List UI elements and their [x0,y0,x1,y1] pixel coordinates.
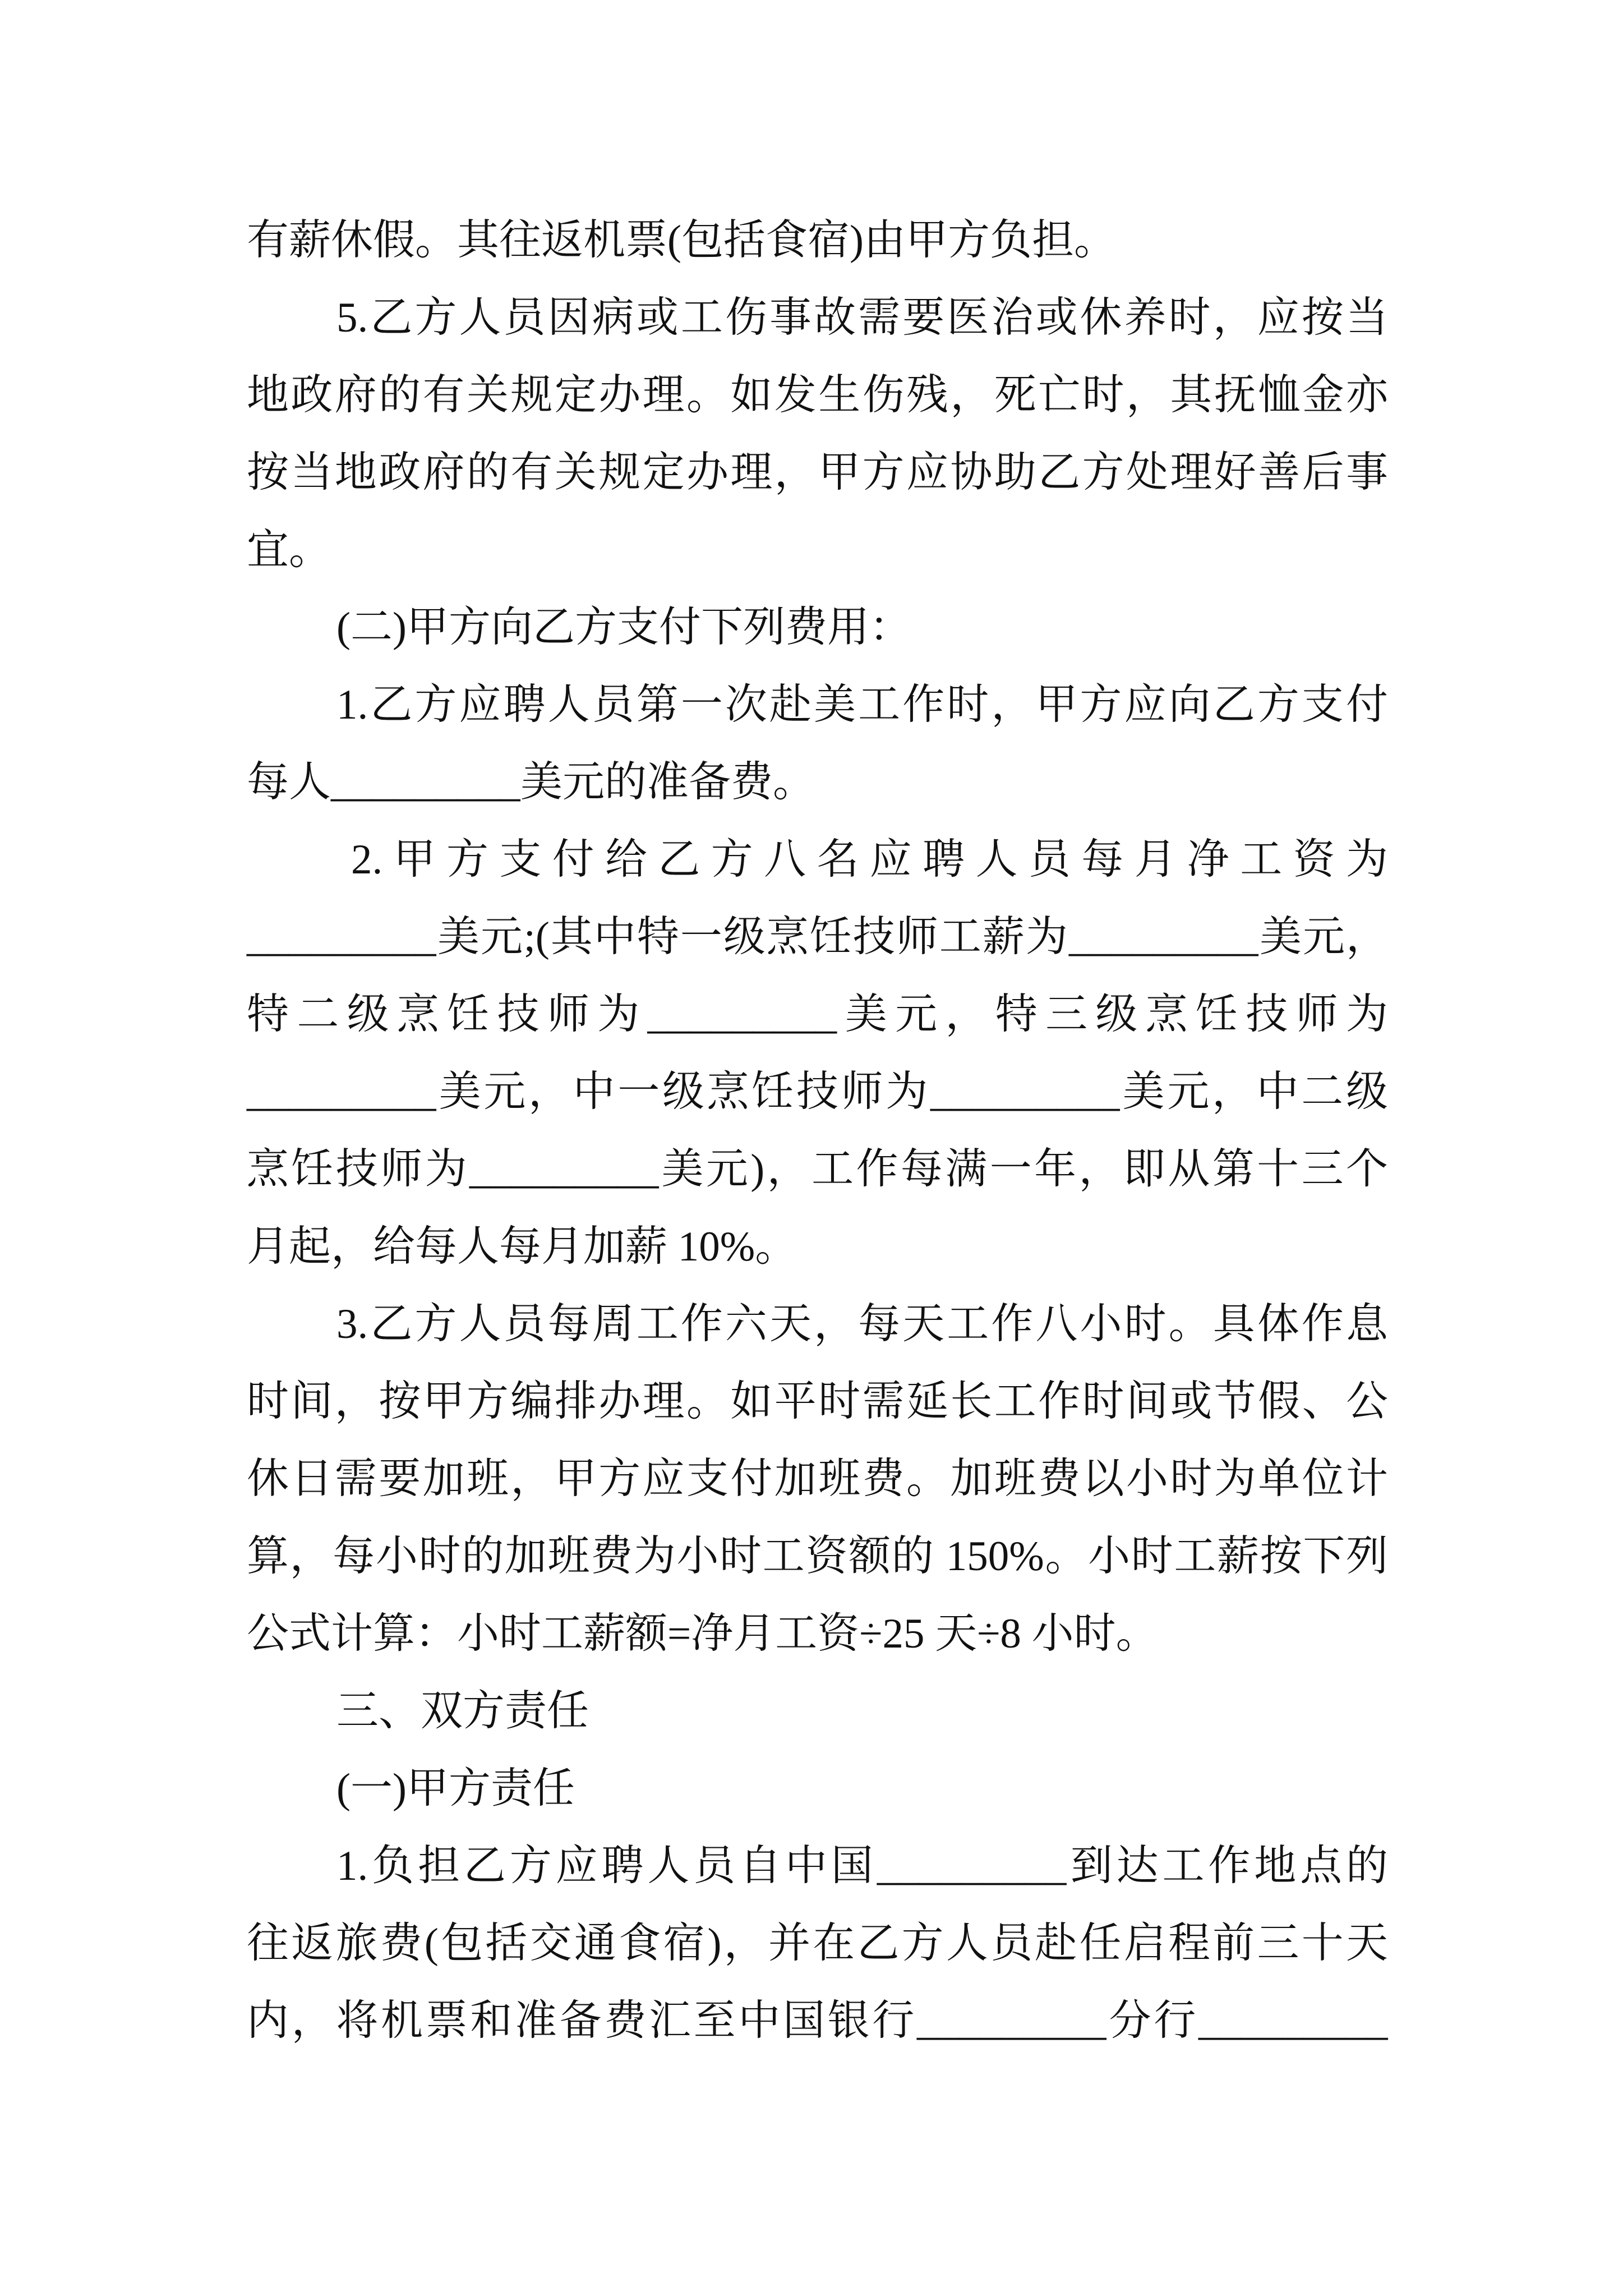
text-line: 5.乙方人员因病或工伤事故需要医治或休养时，应按当 [336,295,1388,341]
fill-in-blank: _________ [247,1069,436,1115]
fill-in-blank: _________ [469,1146,659,1193]
heading-line: 三、双方责任 [336,1688,589,1734]
clause-1-travel-expenses [247,1828,1388,2060]
clause-5-medical-care [247,279,1388,589]
fill-in-blank: _________ [331,759,520,806]
fill-in-blank: _________ [930,1069,1120,1115]
text-line: 内，将机票和准备费汇至中国银行_________分行_________ [247,1982,1388,2060]
text-line: 地政府的有关规定办理。如发生伤残，死亡时，其抚恤金亦 [247,372,1388,418]
document-body [247,202,1388,2060]
fill-in-blank: _________ [247,914,436,960]
text-line: _________美元，中一级烹饪技师为_________美元，中二级 [247,1053,1388,1131]
subsection-heading-party-a [247,1750,1388,1828]
heading-line: (二)甲方向乙方支付下列费用： [336,604,911,651]
text-line: 宜。 [247,527,331,573]
text-line: 1.乙方应聘人员第一次赴美工作时，甲方应向乙方支付 [336,682,1388,728]
text-line: 特二级烹饪技师为_________美元，特三级烹饪技师为 [247,976,1388,1053]
text-line: 2.甲方支付给乙方八名应聘人员每月净工资为 [351,836,1388,883]
fill-in-blank: _________ [647,991,837,1038]
text-line: 月起，给每人每月加薪 10%。 [247,1223,797,1270]
fill-in-blank: _________ [916,1998,1106,2044]
text-line: 1.负担乙方应聘人员自中国_________到达工作地点的 [247,1828,1388,1905]
continued-paragraph [247,202,1388,279]
text-line: 公式计算：小时工薪额=净月工资÷25 天÷8 小时。 [247,1611,1158,1657]
text-line: 烹饪技师为_________美元)，工作每满一年，即从第十三个 [247,1131,1388,1208]
heading-line: (一)甲方责任 [336,1765,575,1812]
clause-1-preparation-fee [247,666,1388,821]
text-line: 按当地政府的有关规定办理，甲方应协助乙方处理好善后事 [247,449,1388,496]
text-line: 每人_________美元的准备费。 [247,744,1388,821]
section-heading-responsibilities [247,1673,1388,1750]
text-line: _________美元;(其中特一级烹饪技师工薪为_________美元， [247,899,1388,976]
text-line: 算，每小时的加班费为小时工资额的 150%。小时工薪按下列 [247,1533,1388,1580]
clause-2-salary [247,821,1388,1286]
text-line: 休日需要加班，甲方应支付加班费。加班费以小时为单位计 [247,1456,1388,1502]
section-heading-payments [247,589,1388,666]
fill-in-blank: _________ [877,1843,1067,1889]
text-line: 往返旅费(包括交通食宿)，并在乙方人员赴任启程前三十天 [247,1920,1388,1967]
text-line: 时间，按甲方编排办理。如平时需延长工作时间或节假、公 [247,1378,1388,1425]
clause-3-working-hours [247,1286,1388,1673]
fill-in-blank: _________ [1198,1998,1388,2044]
fill-in-blank: _________ [1068,914,1258,960]
text-line: 有薪休假。其往返机票(包括食宿)由甲方负担。 [247,217,1116,264]
text-line: 3.乙方人员每周工作六天，每天工作八小时。具体作息 [336,1301,1388,1347]
